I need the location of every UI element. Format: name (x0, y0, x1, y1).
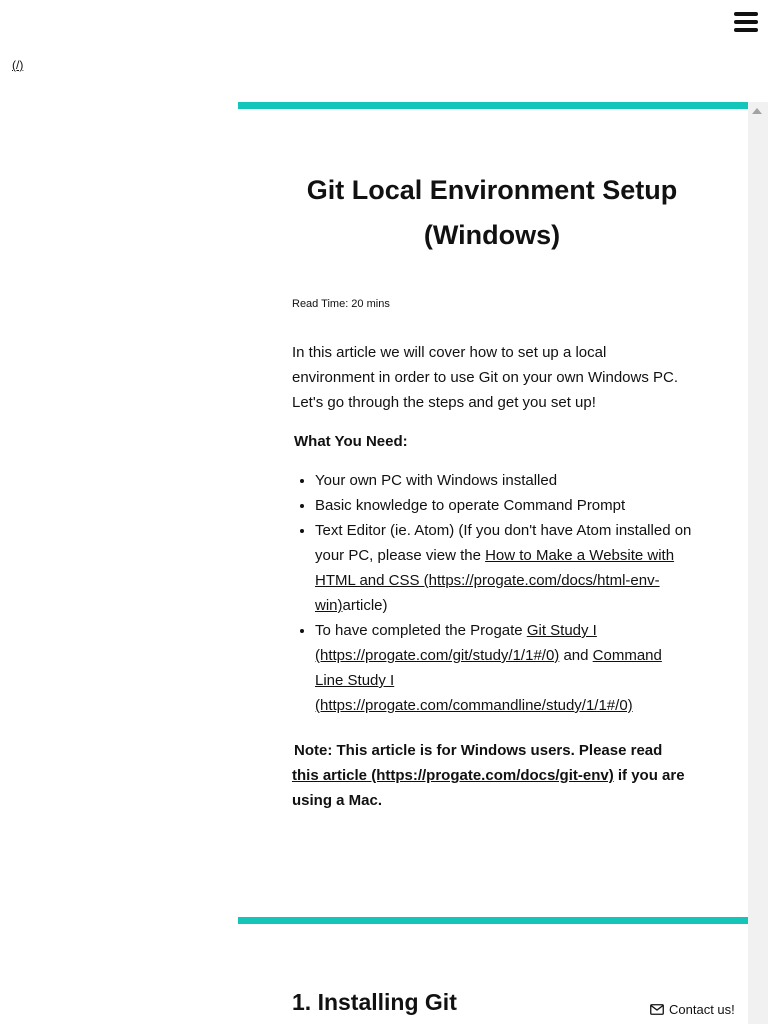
contact-us-button[interactable] (650, 997, 748, 1021)
menu-line (734, 12, 758, 16)
scroll-up-arrow-icon[interactable] (752, 108, 762, 114)
note-text: if you are using a Mac. (292, 767, 685, 809)
menu-line (734, 20, 758, 24)
list-item-text: Text Editor (ie. Atom) (If you don't have Atom installed on your PC, please view the (315, 522, 692, 564)
git-study-link[interactable]: Git Study I (https://progate.com/git/study/1/1#/0) (315, 622, 597, 664)
html-env-win-link[interactable]: How to Make a Website with HTML and CSS (https://progate.com/docs/html-env-win) (315, 547, 675, 614)
article-content (292, 168, 692, 813)
card-accent-bar (238, 102, 748, 109)
list-item-text: and (559, 647, 593, 664)
list-item (315, 518, 692, 618)
list-item (315, 493, 692, 518)
list-item (315, 618, 692, 718)
list-item (315, 468, 692, 493)
read-time: Read Time: 20 mins (292, 298, 390, 310)
note-text: Note: This article is for Windows users. Please read (294, 742, 663, 759)
requirements-list (292, 468, 692, 718)
list-item-text: article) (342, 597, 388, 614)
what-you-need-heading: What You Need: (294, 433, 408, 450)
intro-paragraph: In this article we will cover how to set up a local environment in order to use Git on your own Windows PC. Let's go through the steps and get you set up! (292, 344, 679, 411)
command-line-study-link[interactable]: Command Line Study I (https://progate.com/commandline/study/1/1#/0) (315, 647, 662, 714)
section-heading: 1. Installing Git (292, 989, 457, 1015)
envelope-icon (650, 1004, 664, 1015)
git-env-mac-link[interactable]: this article (https://progate.com/docs/git-env) (292, 767, 614, 784)
list-item-text: Basic knowledge to operate Command Prompt (315, 497, 626, 514)
mac-note (292, 738, 692, 813)
scrollbar[interactable] (748, 102, 768, 1024)
list-item-text: Your own PC with Windows installed (315, 472, 558, 489)
menu-line (734, 28, 758, 32)
home-link[interactable]: (/) (12, 58, 24, 72)
page-title: Git Local Environment Setup (Windows) (306, 175, 678, 250)
contact-label: Contact us! (669, 1001, 735, 1017)
hamburger-menu-icon[interactable] (734, 12, 758, 32)
card-accent-bar (238, 917, 748, 924)
list-item-text: To have completed the Progate (315, 622, 527, 639)
